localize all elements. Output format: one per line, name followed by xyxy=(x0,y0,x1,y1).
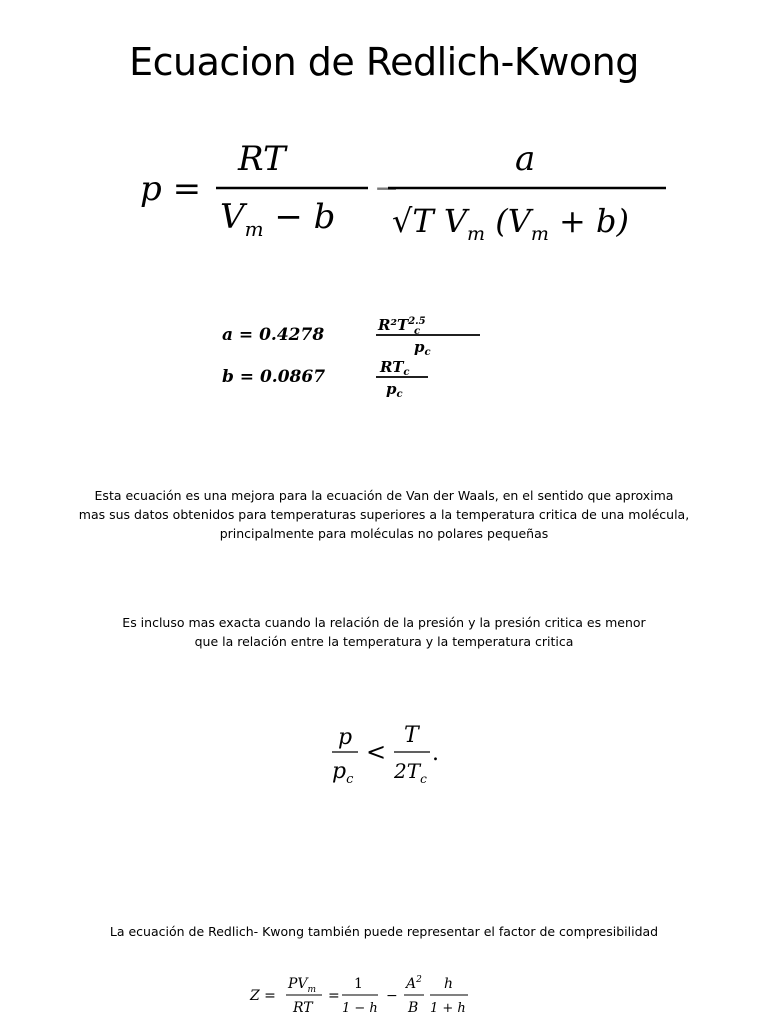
page-title: Ecuacion de Redlich-Kwong xyxy=(129,40,639,84)
const-a-den: $p_c$ xyxy=(414,338,431,358)
const-a-num-sub: c xyxy=(414,326,421,337)
z-f1-num: $PV_m$ xyxy=(288,976,317,995)
z-f3-den: B xyxy=(408,1000,419,1016)
paragraph-line: Esta ecuación es una mejora para la ecuación de Van der Waals, en el sentido que aproxima xyxy=(94,488,674,503)
z-f4-den: 1 + h xyxy=(430,1001,466,1016)
z-eq: = xyxy=(328,988,340,1004)
eq-num2: a xyxy=(515,139,536,179)
cond-op: < xyxy=(366,738,387,766)
eq-den1: $V_m - b$ xyxy=(220,197,336,241)
paragraph-compressibility: La ecuación de Redlich- Kwong también puede representar el factor de compresibilidad xyxy=(109,924,659,939)
z-minus: − xyxy=(386,988,398,1004)
paragraph-line: principalmente para moléculas no polares pequeñas xyxy=(219,526,549,541)
const-a-num: $R^2T^{2.5}$ xyxy=(378,316,426,334)
compressibility-equation xyxy=(246,970,486,1020)
paragraph-improvement xyxy=(60,486,708,543)
paragraph-line: mas sus datos obtenidos para temperaturas superiores a la temperatura critica de una molécula, xyxy=(78,507,690,522)
cond-num-right: T xyxy=(404,723,419,748)
paragraph-accuracy xyxy=(60,613,708,651)
z-f2-num: 1 xyxy=(354,976,363,992)
z-f1-den: RT xyxy=(293,1000,313,1016)
constants-equation xyxy=(218,310,518,400)
z-lhs: Z = xyxy=(250,988,276,1004)
cond-num-left: p xyxy=(338,725,353,750)
paragraph-line: que la relación entre la temperatura y la temperatura critica xyxy=(194,634,574,649)
paragraph-line: Es incluso mas exacta cuando la relación de la presión y la presión critica es menor xyxy=(122,615,646,630)
eq-lhs: p = xyxy=(140,169,202,209)
const-b-lhs: b = 0.0867 xyxy=(222,367,326,387)
cond-tail: . xyxy=(432,741,439,766)
eq-den2: √T $V_m$ $(V_m + b)$ xyxy=(392,202,629,245)
main-equation xyxy=(120,128,680,248)
const-a-lhs: a = 0.4278 xyxy=(222,325,325,345)
const-b-num: $RT_c$ xyxy=(380,358,410,378)
z-f2-den: 1 − h xyxy=(342,1001,378,1016)
const-b-den: $p_c$ xyxy=(386,380,403,400)
eq-minus: − xyxy=(374,171,400,206)
z-f4-num: h xyxy=(444,976,454,992)
z-f3-num: $A^2$ xyxy=(406,975,422,992)
cond-den-right: $2T_c$ xyxy=(394,759,427,786)
eq-num1: RT xyxy=(238,139,286,179)
cond-den-left: $p_c$ xyxy=(332,759,354,787)
condition-equation xyxy=(326,718,456,798)
